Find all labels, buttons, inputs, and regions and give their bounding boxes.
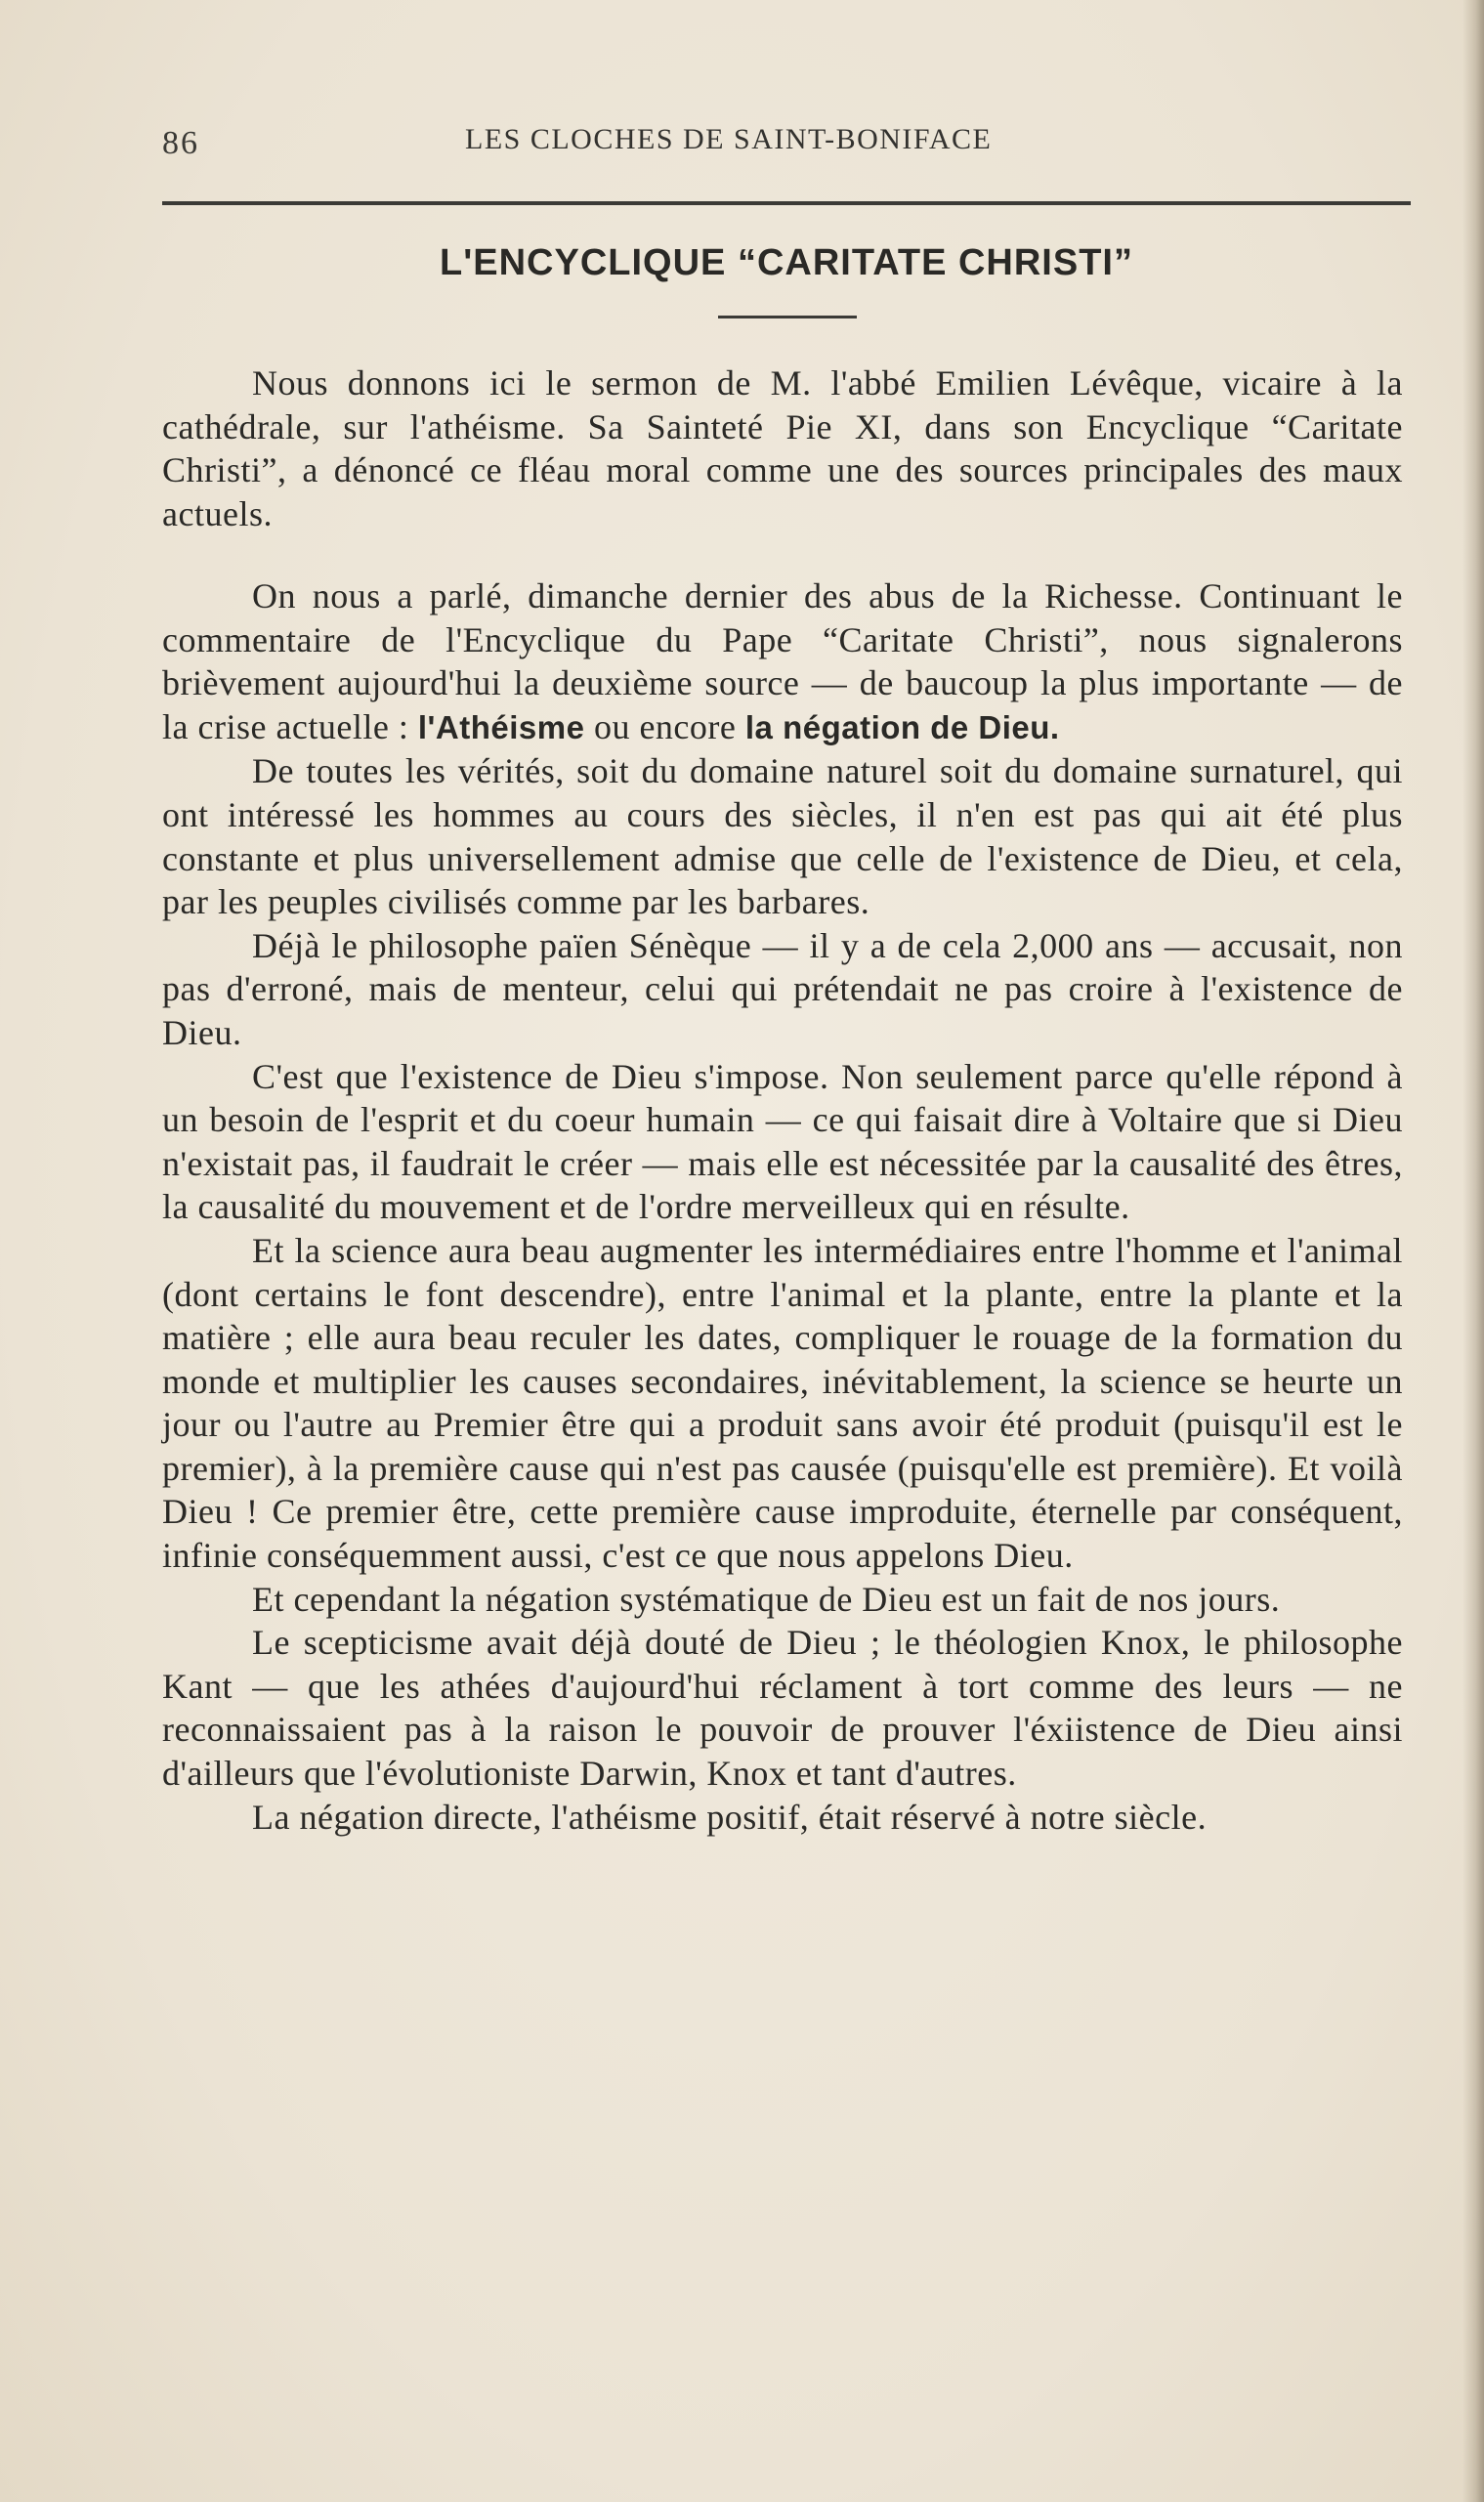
page-number: 86	[162, 125, 199, 161]
page-spine-shadow	[1463, 0, 1484, 2502]
bold-term-atheisme: l'Athéisme	[417, 708, 585, 745]
paragraph-1-lead: On nous a parlé, dimanche dernier des abus de la Richesse. Continuant le commentaire de l'Encyclique du Pape “Caritate Christi”, nous signalerons brièvement aujourd'hui la deuxième source — de baucoup la plus importante — de la crise actuelle :	[162, 576, 1403, 746]
intro-paragraph: Nous donnons ici le sermon de M. l'abbé Emilien Lévêque, vicaire à la cathédrale, sur l'athéisme. Sa Sainteté Pie XI, dans son Encyclique “Caritate Christi”, a dénoncé ce fléau moral comme une des sources principales des maux actuels.	[162, 363, 1403, 533]
sermon-paragraph-1	[162, 574, 1403, 749]
sermon-paragraph-4: C'est que l'existence de Dieu s'impose. Non seulement parce qu'elle répond à un besoin de l'esprit et du coeur humain — ce qui faisait dire à Voltaire que si Dieu n'existait pas, il faudrait le créer — mais elle est nécessitée par la causalité des êtres, la causalité du mouvement et de l'ordre merveilleux qui en résulte.	[162, 1056, 1403, 1227]
article-title: L'ENCYCLIQUE “CARITATE CHRISTI”	[440, 242, 1133, 283]
sermon-paragraph-5: Et la science aura beau augmenter les intermédiaires entre l'homme et l'animal (dont certains le font descendre), entre l'animal et la plante, entre la plante et la matière ; elle aura beau reculer les dates, compliquer le rouage de la formation du monde et multiplier les causes secondaires, inévitablement, la science se heurte un jour ou l'autre au Premier être qui a produit sans avoir été produit (puisqu'il est le premier), à la première cause qui n'est pas causée (puisqu'elle est première). Et voilà Dieu ! Ce premier être, cette première cause improduite, éternelle par conséquent, infinie conséquemment aussi, c'est ce que nous appelons Dieu.	[162, 1230, 1403, 1576]
page-header	[162, 117, 1413, 176]
sermon-paragraph-6: Et cependant la négation systématique de Dieu est un fait de nos jours.	[252, 1579, 1281, 1619]
bold-term-negation: la négation de Dieu.	[744, 708, 1060, 745]
title-underline	[718, 316, 857, 318]
sermon-text	[162, 574, 1403, 1839]
sermon-paragraph-3: Déjà le philosophe païen Sénèque — il y a de cela 2,000 ans — accusait, non pas d'erroné, mais de menteur, celui qui prétendait ne pas croire à l'existence de Dieu.	[162, 925, 1403, 1052]
header-rule	[162, 201, 1411, 205]
sermon-paragraph-2: De toutes les vérités, soit du domaine naturel soit du domaine surnaturel, qui ont intéressé les hommes au cours des siècles, il n'en est pas qui ait été plus constante et plus universellement admise que celle de l'existence de Dieu, et cela, par les peuples civilisés comme par les barbares.	[162, 751, 1403, 922]
sermon-paragraph-7: Le scepticisme avait déjà douté de Dieu ; le théologien Knox, le philosophe Kant — que les athées d'aujourd'hui réclament à tort comme des leurs — ne reconnaissaient pas à la raison le pouvoir de prouver l'éxiistence de Dieu ainsi d'ailleurs que l'évolutioniste Darwin, Knox et tant d'autres.	[162, 1623, 1403, 1794]
intro-block	[162, 361, 1403, 535]
sermon-paragraph-8: La négation directe, l'athéisme positif, était réservé à notre siècle.	[252, 1797, 1208, 1837]
running-head: LES CLOCHES DE SAINT-BONIFACE	[465, 123, 993, 155]
paragraph-1-middle: ou encore	[593, 706, 737, 746]
